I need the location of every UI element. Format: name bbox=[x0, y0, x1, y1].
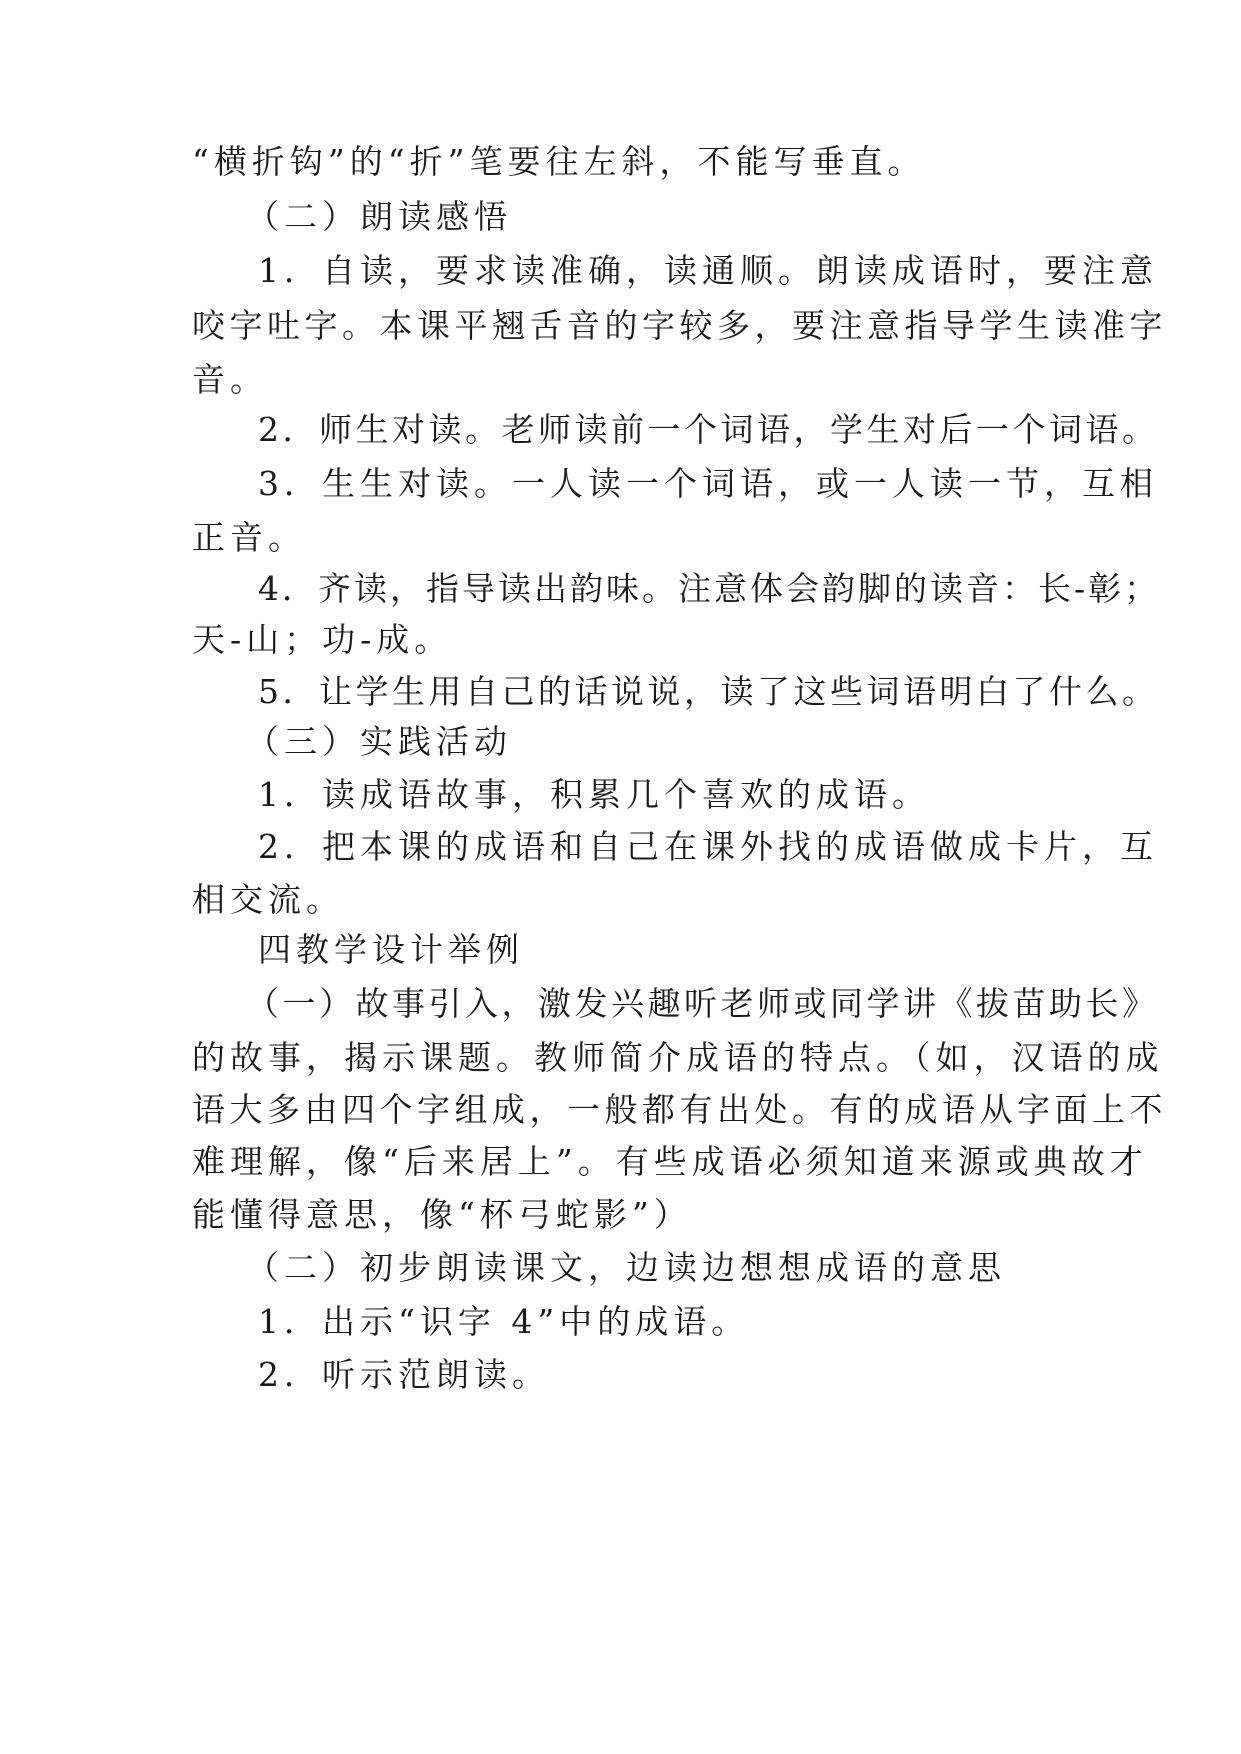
text-line-21: 能懂得意思，像“杯弓蛇影”） bbox=[192, 1195, 692, 1234]
text-line-18: 的故事，揭示课题。教师简介成语的特点。（如，汉语的成 bbox=[192, 1038, 1164, 1077]
text-line-10: 天-山；功-成。 bbox=[192, 620, 453, 659]
text-line-5: 音。 bbox=[192, 360, 268, 399]
text-line-1: “横折钩”的“折”笔要往左斜，不能写垂直。 bbox=[192, 142, 926, 181]
text-line-14: 2．把本课的成语和自己在课外找的成语做成卡片，互 bbox=[258, 827, 1158, 866]
section-heading-first-reading: （二）初步朗读课文，边读边想想成语的意思 bbox=[246, 1248, 1006, 1287]
text-line-15: 相交流。 bbox=[192, 880, 344, 919]
section-heading-design-example: 四教学设计举例 bbox=[258, 930, 524, 969]
text-line-24: 2．听示范朗读。 bbox=[258, 1355, 550, 1394]
text-line-8: 正音。 bbox=[192, 518, 306, 557]
text-line-9: 4．齐读，指导读出韵味。注意体会韵脚的读音：长-彰； bbox=[258, 569, 1161, 608]
text-line-23: 1．出示“识字 4”中的成语。 bbox=[258, 1302, 750, 1341]
text-line-3: 1．自读，要求读准确，读通顺。朗读成语时，要注意 bbox=[258, 251, 1158, 290]
text-line-11: 5．让学生用自己的话说说，读了这些词语明白了什么。 bbox=[258, 672, 1159, 711]
text-line-6: 2．师生对读。老师读前一个词语，学生对后一个词语。 bbox=[258, 410, 1159, 449]
text-line-17: （一）故事引入，激发兴趣听老师或同学讲《拔苗助长》 bbox=[246, 984, 1159, 1023]
section-heading-practice: （三）实践活动 bbox=[246, 722, 512, 761]
section-heading-reading: （二）朗读感悟 bbox=[246, 197, 512, 236]
text-line-4: 咬字吐字。本课平翘舌音的字较多，要注意指导学生读准字 bbox=[192, 306, 1167, 345]
text-line-19: 语大多由四个字组成，一般都有出处。有的成语从字面上不 bbox=[192, 1090, 1167, 1129]
text-line-7: 3．生生对读。一人读一个词语，或一人读一节，互相 bbox=[258, 464, 1158, 503]
text-line-13: 1．读成语故事，积累几个喜欢的成语。 bbox=[258, 775, 930, 814]
text-line-20: 难理解，像“后来居上”。有些成语必须知道来源或典故才 bbox=[192, 1142, 1148, 1181]
